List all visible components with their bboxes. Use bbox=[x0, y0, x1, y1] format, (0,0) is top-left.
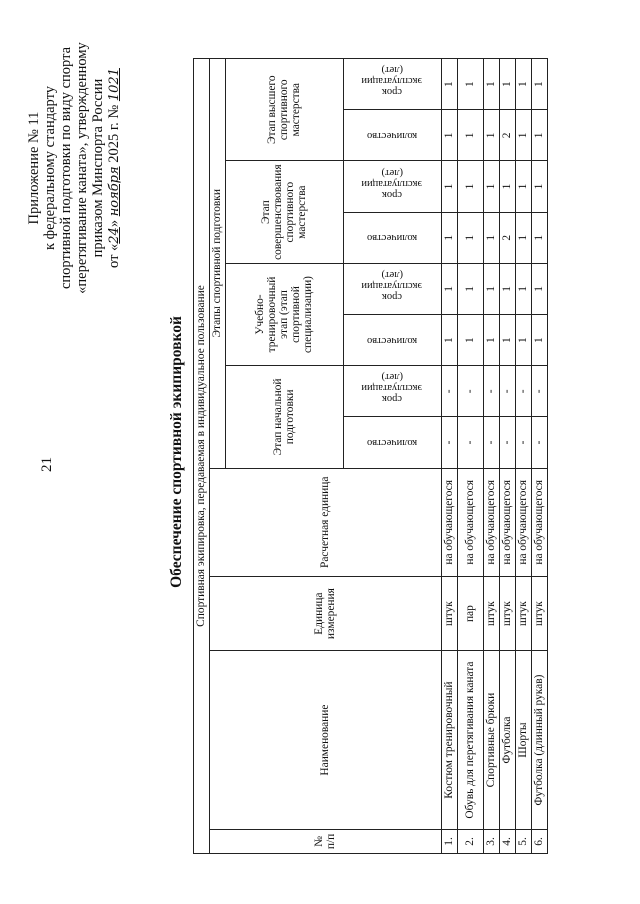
cell-term: - bbox=[531, 366, 547, 417]
cell-term: 1 bbox=[483, 59, 499, 110]
cell-quantity: - bbox=[457, 417, 483, 468]
appendix-line-2: к федеральному стандарту bbox=[42, 86, 58, 250]
cell-term: 1 bbox=[499, 59, 515, 110]
cell-term: 1 bbox=[483, 263, 499, 314]
cell-quantity: 1 bbox=[457, 110, 483, 161]
cell-quantity: 1 bbox=[531, 212, 547, 263]
cell-term: - bbox=[515, 366, 531, 417]
date-mid: » bbox=[106, 219, 122, 228]
cell-term: - bbox=[441, 366, 457, 417]
cell-quantity: 1 bbox=[457, 212, 483, 263]
cell-quantity: - bbox=[515, 417, 531, 468]
item-unit: штук bbox=[515, 576, 531, 650]
sub-term-header: срок эксплуатации (лет) bbox=[343, 59, 441, 110]
cell-quantity: 1 bbox=[457, 315, 483, 366]
handwritten-order-number: 1021 bbox=[107, 68, 122, 102]
item-name: Шорты bbox=[515, 651, 531, 830]
page-number: 21 bbox=[39, 457, 55, 472]
item-unit: пар bbox=[457, 576, 483, 650]
cell-term: 1 bbox=[531, 59, 547, 110]
cell-quantity: 1 bbox=[483, 315, 499, 366]
cell-quantity: 1 bbox=[531, 110, 547, 161]
equipment-table bbox=[193, 58, 548, 854]
row-number: 2. bbox=[457, 829, 483, 853]
cell-quantity: - bbox=[531, 417, 547, 468]
stage-improvement: Этап совершенствования спортивного мастерства bbox=[225, 161, 343, 263]
cell-quantity: 1 bbox=[515, 110, 531, 161]
item-calc-unit: на обучающегося bbox=[531, 468, 547, 576]
cell-quantity: 2 bbox=[499, 212, 515, 263]
item-name: Футболка bbox=[499, 651, 515, 830]
cell-term: - bbox=[483, 366, 499, 417]
sub-qty-header: количество bbox=[343, 110, 441, 161]
appendix-line-4: «перетягивание каната», утвержденному bbox=[74, 42, 90, 294]
cell-quantity: - bbox=[499, 417, 515, 468]
cell-term: 1 bbox=[483, 161, 499, 212]
cell-term: 1 bbox=[515, 161, 531, 212]
cell-term: - bbox=[499, 366, 515, 417]
cell-term: 1 bbox=[531, 161, 547, 212]
cell-term: 1 bbox=[515, 263, 531, 314]
table-row bbox=[483, 59, 499, 854]
header-stages: Этапы спортивной подготовки bbox=[210, 59, 226, 469]
item-name: Спортивные брюки bbox=[483, 651, 499, 830]
stage-higher: Этап высшего спортивного мастерства bbox=[225, 59, 343, 161]
item-unit: штук bbox=[531, 576, 547, 650]
cell-quantity: 2 bbox=[499, 110, 515, 161]
cell-term: 1 bbox=[441, 161, 457, 212]
cell-quantity: 1 bbox=[483, 212, 499, 263]
handwritten-month: ноября bbox=[107, 166, 122, 217]
stage-initial: Этап начальной подготовки bbox=[225, 366, 343, 468]
appendix-number: Приложение № 11 bbox=[26, 111, 42, 225]
item-unit: штук bbox=[499, 576, 515, 650]
item-calc-unit: на обучающегося bbox=[441, 468, 457, 576]
item-calc-unit: на обучающегося bbox=[483, 468, 499, 576]
cell-quantity: - bbox=[483, 417, 499, 468]
cell-term: 1 bbox=[499, 161, 515, 212]
table-row bbox=[457, 59, 483, 854]
appendix-line-3: спортивной подготовки по виду спорта bbox=[58, 46, 74, 290]
cell-quantity: 1 bbox=[441, 212, 457, 263]
cell-quantity: 1 bbox=[441, 315, 457, 366]
stage-training: Учебно-тренировочный этап (этап спортивной специализации) bbox=[225, 263, 343, 365]
row-number: 4. bbox=[499, 829, 515, 853]
table-row bbox=[515, 59, 531, 854]
header-unit: Единица измерения bbox=[210, 576, 442, 650]
header-num: № п/п bbox=[210, 829, 442, 853]
table-row bbox=[499, 59, 515, 854]
item-name: Футболка (длинный рукав) bbox=[531, 651, 547, 830]
cell-quantity: 1 bbox=[515, 212, 531, 263]
item-calc-unit: на обучающегося bbox=[515, 468, 531, 576]
section-title: Обеспечение спортивной экипировкой bbox=[168, 316, 185, 588]
sub-qty-header: количество bbox=[343, 417, 441, 468]
cell-term: 1 bbox=[457, 59, 483, 110]
table-row bbox=[531, 59, 547, 854]
cell-term: 1 bbox=[531, 263, 547, 314]
cell-quantity: 1 bbox=[441, 110, 457, 161]
cell-term: 1 bbox=[499, 263, 515, 314]
cell-term: 1 bbox=[441, 263, 457, 314]
sub-term-header: срок эксплуатации (лет) bbox=[343, 161, 441, 212]
cell-term: 1 bbox=[515, 59, 531, 110]
row-number: 5. bbox=[515, 829, 531, 853]
cell-quantity: 1 bbox=[499, 315, 515, 366]
sub-term-header: срок эксплуатации (лет) bbox=[343, 263, 441, 314]
header-name: Наименование bbox=[210, 651, 442, 830]
sub-qty-header: количество bbox=[343, 315, 441, 366]
cell-term: - bbox=[457, 366, 483, 417]
table-row bbox=[441, 59, 457, 854]
handwritten-day: 24 bbox=[107, 227, 122, 244]
item-calc-unit: на обучающегося bbox=[457, 468, 483, 576]
sub-term-header: срок эксплуатации (лет) bbox=[343, 366, 441, 417]
row-number: 1. bbox=[441, 829, 457, 853]
header-calc-unit: Расчетная единица bbox=[210, 468, 442, 576]
cell-quantity: 1 bbox=[483, 110, 499, 161]
item-name: Костюм тренировочный bbox=[441, 651, 457, 830]
row-number: 3. bbox=[483, 829, 499, 853]
appendix-line-5: приказом Минспорта России bbox=[90, 78, 106, 258]
cell-quantity: 1 bbox=[531, 315, 547, 366]
cell-term: 1 bbox=[457, 161, 483, 212]
row-number: 6. bbox=[531, 829, 547, 853]
item-unit: штук bbox=[441, 576, 457, 650]
date-year: 2025 г. № bbox=[106, 104, 122, 163]
item-calc-unit: на обучающегося bbox=[499, 468, 515, 576]
header-equipment: Спортивная экипировка, передаваемая в индивидуальное пользование bbox=[194, 59, 210, 854]
item-name: Обувь для перетягивания каната bbox=[457, 651, 483, 830]
cell-term: 1 bbox=[457, 263, 483, 314]
date-prefix: от « bbox=[106, 243, 122, 268]
appendix-date-line bbox=[106, 18, 123, 318]
item-unit: штук bbox=[483, 576, 499, 650]
cell-term: 1 bbox=[441, 59, 457, 110]
rotated-page-content bbox=[20, 12, 620, 892]
cell-quantity: 1 bbox=[515, 315, 531, 366]
cell-quantity: - bbox=[441, 417, 457, 468]
appendix-header bbox=[26, 18, 123, 318]
sub-qty-header: количество bbox=[343, 212, 441, 263]
